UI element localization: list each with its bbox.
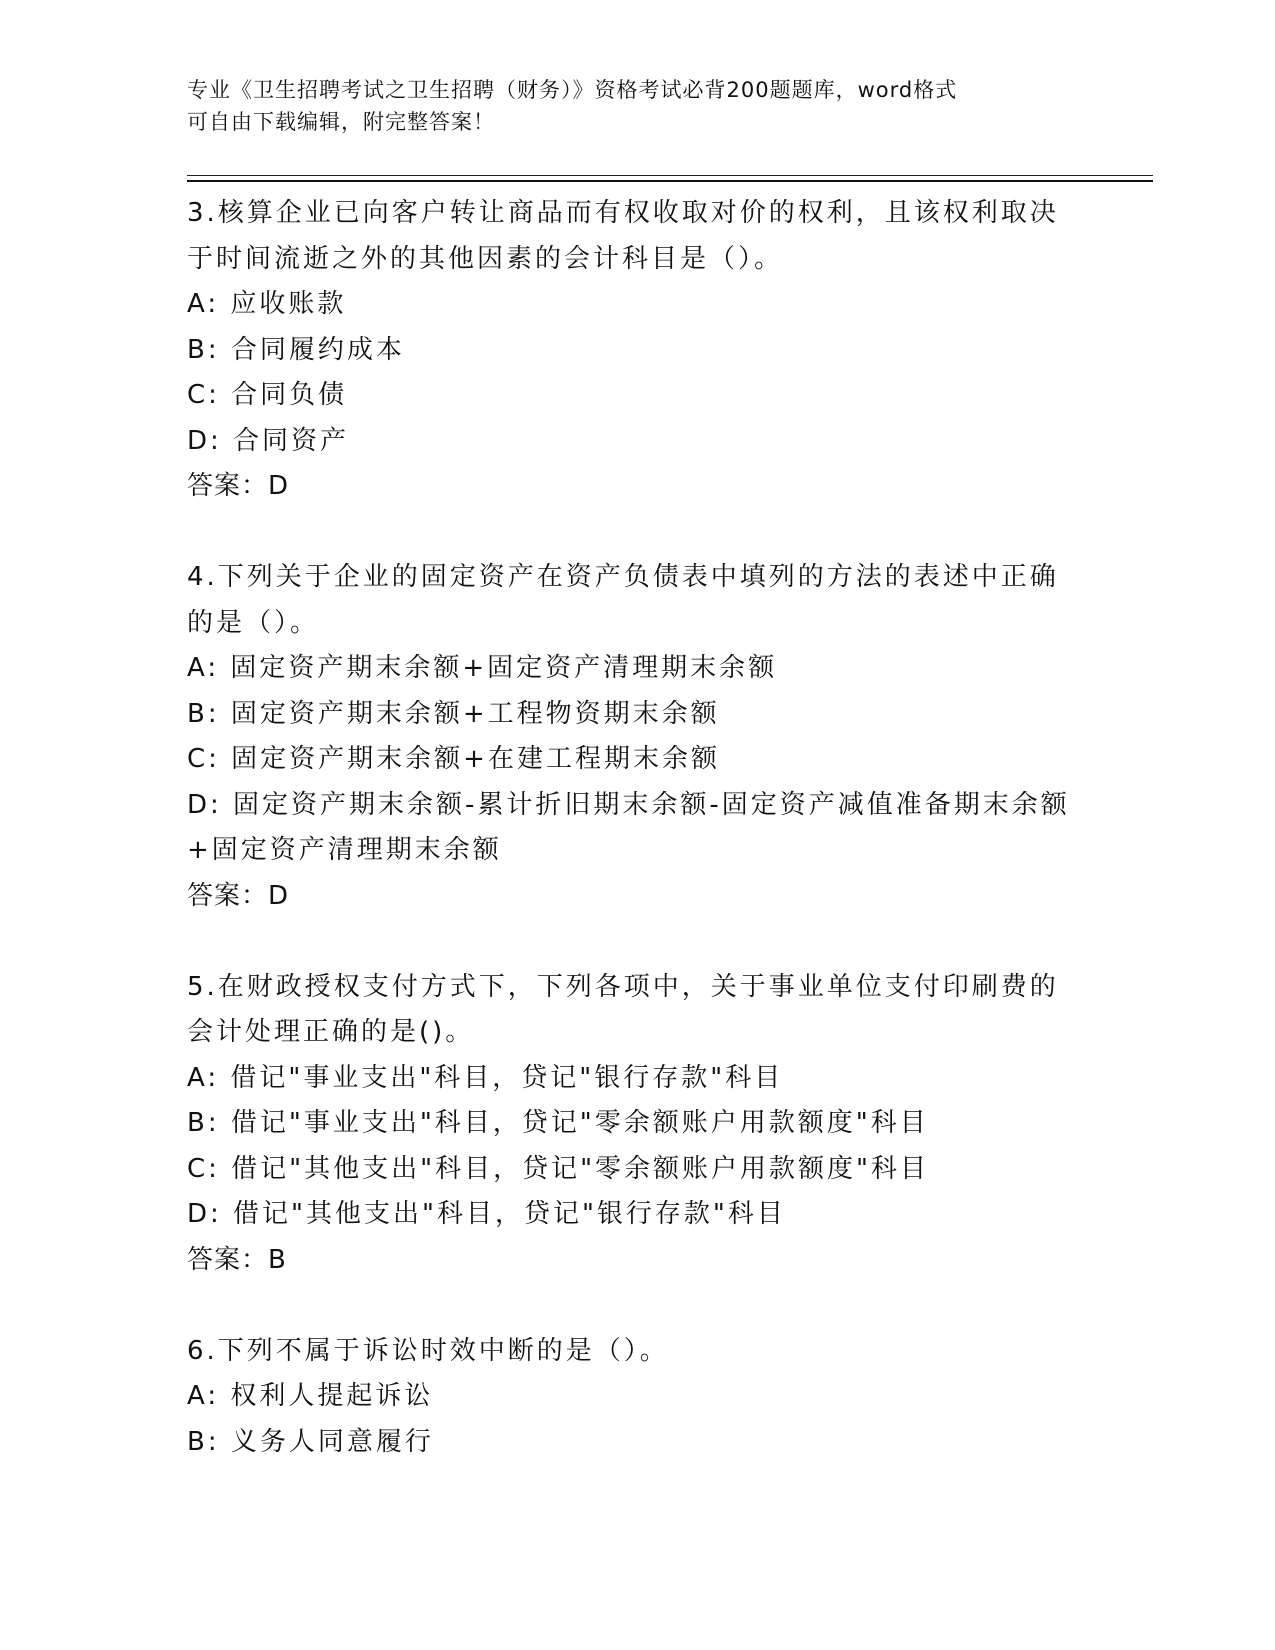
- answer: 答案：D: [187, 471, 290, 501]
- header-divider-thick: [187, 180, 1153, 182]
- option-a: A: 借记"事业支出"科目，贷记"银行存款"科目: [187, 1062, 784, 1093]
- question-3: [187, 191, 1087, 510]
- option-d: D: 借记"其他支出"科目，贷记"银行存款"科目: [187, 1199, 786, 1229]
- option-a: A: 固定资产期末余额+固定资产清理期末余额: [187, 653, 778, 683]
- option-d: D: 合同资产: [187, 425, 350, 456]
- option-b: B: 固定资产期末余额+工程物资期末余额: [187, 698, 720, 729]
- option-d: D: 固定资产期末余额-累计折旧期末余额-固定资产减值准备期末余额: [187, 789, 1070, 820]
- question-stem-line: 5.在财政授权支付方式下，下列各项中，关于事业单位支付印刷费的: [187, 971, 1059, 1002]
- header-line-2: 可自由下载编辑，附完整答案！: [187, 110, 495, 134]
- question-spacer: [187, 510, 1087, 556]
- document-header: [187, 74, 1067, 138]
- question-list: [187, 191, 1087, 1465]
- question-spacer: [187, 919, 1087, 965]
- question-5: [187, 965, 1087, 1284]
- question-stem-line: 3.核算企业已向客户转让商品而有权收取对价的权利，且该权利取决: [187, 198, 1059, 228]
- option-b: B: 合同履约成本: [187, 334, 405, 365]
- question-stem-line: 于时间流逝之外的其他因素的会计科目是（）。: [187, 243, 784, 274]
- option-c: C: 固定资产期末余额+在建工程期末余额: [187, 744, 720, 774]
- question-4: [187, 555, 1087, 919]
- question-stem-line: 4.下列关于企业的固定资产在资产负债表中填列的方法的表述中正确: [187, 562, 1059, 592]
- option-b: B: 义务人同意履行: [187, 1426, 434, 1457]
- option-c: C: 借记"其他支出"科目，贷记"零余额账户用款额度"科目: [187, 1153, 930, 1184]
- question-spacer: [187, 1283, 1087, 1329]
- question-stem-line: 会计处理正确的是()。: [187, 1017, 475, 1047]
- question-6: [187, 1329, 1087, 1466]
- header-divider-thin: [187, 175, 1153, 176]
- answer: 答案：B: [187, 1244, 287, 1275]
- question-stem-line: 的是（）。: [187, 607, 320, 638]
- answer: 答案：D: [187, 880, 290, 911]
- option-a: A: 权利人提起诉讼: [187, 1381, 434, 1411]
- option-c: C: 合同负债: [187, 380, 348, 410]
- header-line-1: 专业《卫生招聘考试之卫生招聘（财务）》资格考试必背200题题库，word格式: [187, 78, 958, 102]
- option-d-continued: +固定资产清理期末余额: [187, 835, 502, 865]
- option-a: A: 应收账款: [187, 289, 347, 319]
- question-stem-line: 6.下列不属于诉讼时效中断的是（）。: [187, 1335, 669, 1366]
- option-b: B: 借记"事业支出"科目，贷记"零余额账户用款额度"科目: [187, 1108, 929, 1138]
